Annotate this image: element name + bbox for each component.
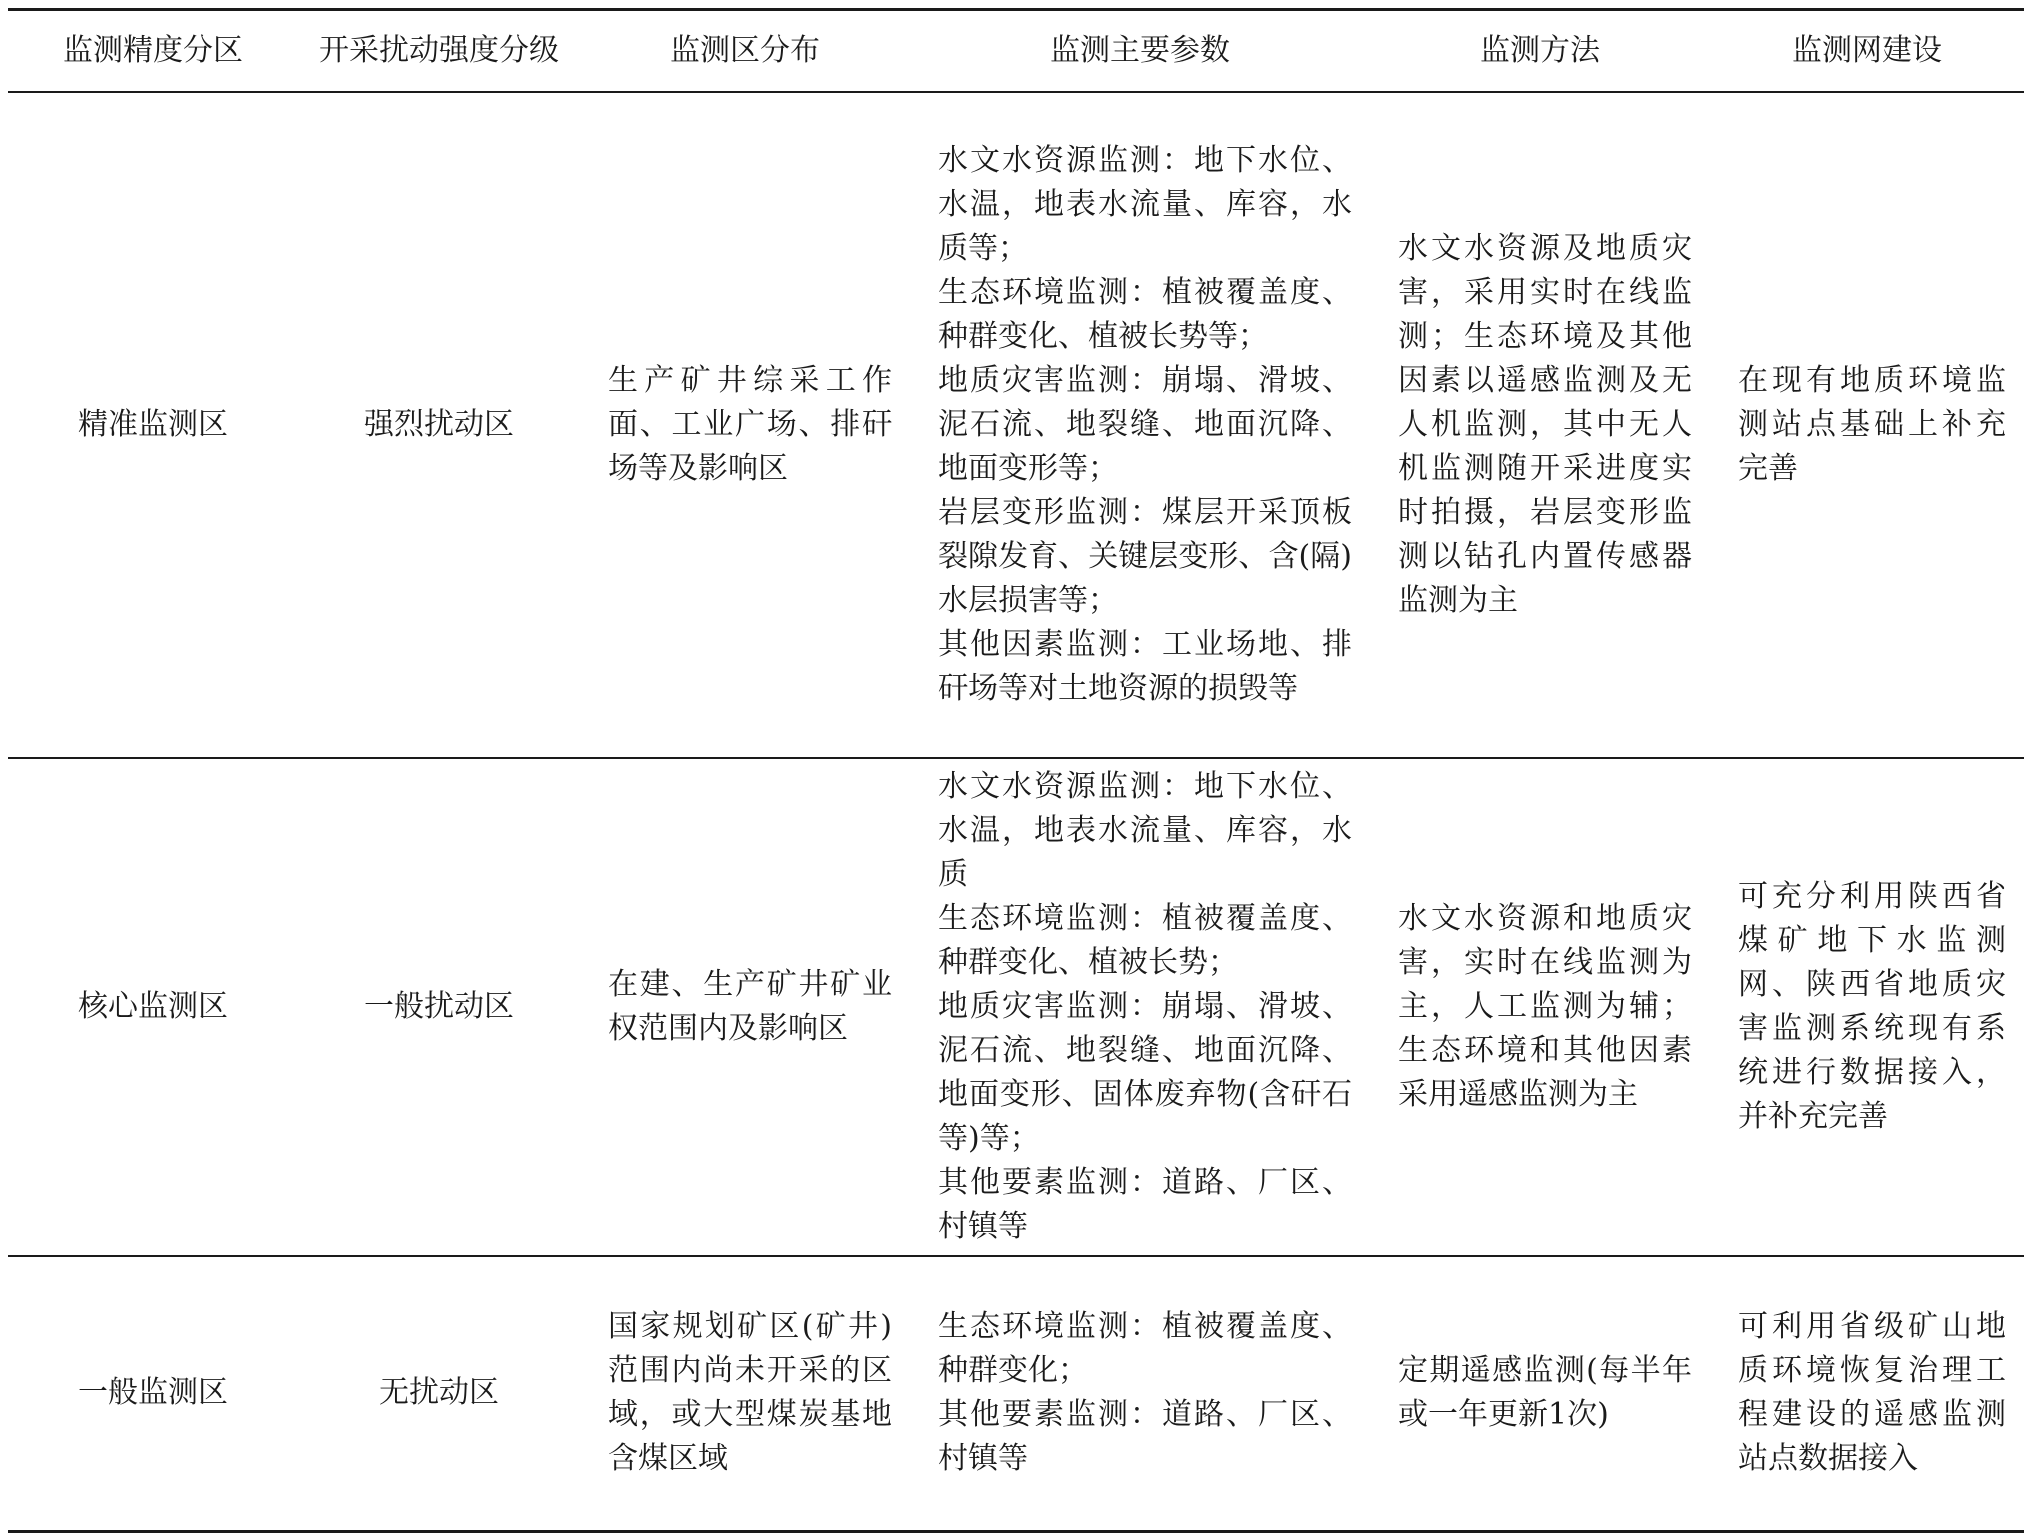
table-body	[8, 92, 2024, 1532]
parameter-item: 生态环境监测：植被覆盖度、种群变化、植被长势；	[938, 900, 1352, 980]
distribution-cell: 在建、生产矿井矿业权范围内及影响区	[608, 966, 892, 1046]
parameter-item: 生态环境监测：植被覆盖度、种群变化、植被长势等；	[938, 274, 1352, 354]
network-cell: 可充分利用陕西省煤矿地下水监测网、陕西省地质灾害监测系统现有系统进行数据接入，并补充完善	[1738, 878, 2006, 1134]
parameter-item: 其他要素监测：道路、厂区、村镇等	[938, 1397, 1352, 1477]
header-row	[8, 10, 2024, 92]
header-intensity: 开采扰动强度分级	[319, 32, 559, 68]
table-row	[8, 1256, 2024, 1532]
zone-cell: 一般监测区	[78, 1375, 228, 1411]
method-cell: 水文水资源及地质灾害，采用实时在线监测；生态环境及其他因素以遥感监测及无人机监测，其中无人机监测随开采进度实时拍摄，岩层变形监测以钻孔内置传感器监测为主	[1398, 230, 1692, 618]
header-zone: 监测精度分区	[63, 32, 243, 68]
parameter-item: 地质灾害监测：崩塌、滑坡、泥石流、地裂缝、地面沉降、地面变形等；	[938, 362, 1352, 486]
intensity-cell: 一般扰动区	[364, 988, 514, 1024]
network-cell: 可利用省级矿山地质环境恢复治理工程建设的遥感监测站点数据接入	[1738, 1309, 2006, 1477]
table-row	[8, 758, 2024, 1256]
distribution-cell: 国家规划矿区(矿井)范围内尚未开采的区域，或大型煤炭基地含煤区域	[608, 1309, 892, 1477]
parameters-cell	[910, 1256, 1370, 1532]
header-distribution: 监测区分布	[670, 32, 820, 68]
network-cell: 在现有地质环境监测站点基础上补充完善	[1738, 362, 2006, 486]
intensity-cell: 强烈扰动区	[364, 406, 514, 442]
method-cell: 水文水资源和地质灾害，实时在线监测为主，人工监测为辅；生态环境和其他因素采用遥感监测为主	[1398, 900, 1692, 1112]
table-row	[8, 92, 2024, 758]
parameter-item: 地质灾害监测：崩塌、滑坡、泥石流、地裂缝、地面沉降、地面变形、固体废弃物(含矸石等)等；	[938, 988, 1352, 1156]
parameter-item: 其他要素监测：道路、厂区、村镇等	[938, 1164, 1352, 1244]
parameter-item: 生态环境监测：植被覆盖度、种群变化；	[938, 1309, 1352, 1389]
parameters-cell	[910, 92, 1370, 758]
zone-cell: 精准监测区	[78, 406, 228, 442]
header-parameters: 监测主要参数	[1050, 32, 1230, 68]
monitoring-zone-table	[8, 8, 2024, 1533]
parameter-item: 水文水资源监测：地下水位、水温，地表水流量、库容，水质	[938, 768, 1352, 892]
parameter-item: 水文水资源监测：地下水位、水温，地表水流量、库容，水质等；	[938, 142, 1352, 266]
method-cell: 定期遥感监测(每半年或一年更新1次)	[1398, 1353, 1692, 1433]
parameters-cell	[910, 758, 1370, 1256]
header-method: 监测方法	[1480, 32, 1600, 68]
table-header	[8, 10, 2024, 92]
distribution-cell: 生产矿井综采工作面、工业广场、排矸场等及影响区	[608, 362, 892, 486]
parameter-item: 岩层变形监测：煤层开采顶板裂隙发育、关键层变形、含(隔)水层损害等；	[938, 494, 1352, 618]
header-network: 监测网建设	[1792, 32, 1942, 68]
zone-cell: 核心监测区	[78, 988, 228, 1024]
parameter-item: 其他因素监测：工业场地、排矸场等对土地资源的损毁等	[938, 626, 1352, 706]
intensity-cell: 无扰动区	[379, 1375, 499, 1411]
